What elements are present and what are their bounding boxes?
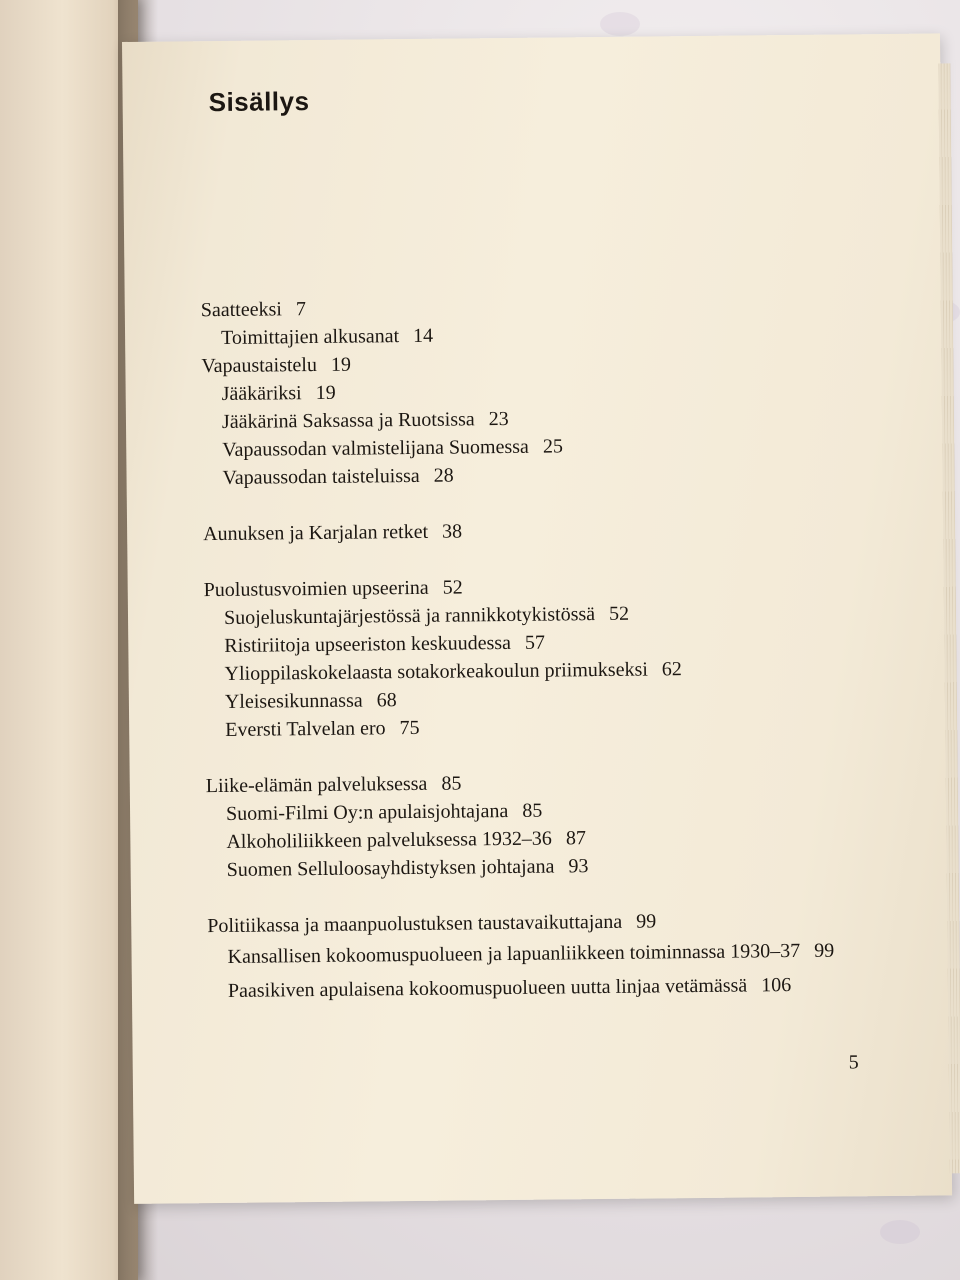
toc-entry: Suojeluskuntajärjestössä ja rannikkotykistössä 52 (223, 602, 630, 629)
toc-entry: Liike-elämän palveluksessa 85 (205, 772, 462, 798)
toc-entry: Paasikiven apulaisena kokoomuspuolueen uutta linjaa vetämässä 106 (227, 974, 792, 1002)
toc-entry: Vapaussodan taisteluissa 28 (222, 464, 454, 489)
toc-entry: Politiikassa ja maanpuolustuksen taustavaikuttajana 99 (207, 910, 657, 938)
toc-entry: Suomen Selluloosayhdistyksen johtajana 93 (226, 855, 589, 881)
toc-entry: Vapaussodan valmistelijana Suomessa 25 (222, 435, 563, 461)
page-number: 5 (848, 1051, 859, 1074)
fabric-pattern (600, 12, 640, 36)
toc-entry: Jääkäriksi 19 (221, 381, 336, 405)
toc-entry: Jääkärinä Saksassa ja Ruotsissa 23 (221, 407, 509, 433)
toc-entry: Suomi-Filmi Oy:n apulaisjohtajana 85 (225, 799, 543, 825)
toc-entry: Vapaustaistelu 19 (201, 353, 352, 378)
toc-content (198, 80, 888, 1008)
left-page-bleed-through (0, 180, 110, 580)
right-page (122, 33, 952, 1204)
toc-entry: Ristiriitoja upseeriston keskuudessa 57 (224, 631, 546, 657)
page-edges (938, 63, 960, 1173)
toc-entry: Alkoholiliikkeen palveluksessa 1932–36 87 (226, 827, 586, 853)
toc-entry: Eversti Talvelan ero 75 (225, 716, 420, 741)
toc-entry: Puolustusvoimien upseerina 52 (203, 576, 463, 602)
table-of-contents (201, 289, 888, 1008)
toc-entry: Aunuksen ja Karjalan retket 38 (203, 520, 463, 546)
fabric-pattern (880, 1220, 920, 1244)
page-title: Sisällys (208, 86, 310, 118)
toc-entry: Saatteeksi 7 (200, 298, 307, 322)
toc-entry: Toimittajien alkusanat 14 (220, 324, 434, 349)
toc-entry: Kansallisen kokoomuspuolueen ja lapuanliikkeen toiminnassa 1930–37 99 (227, 939, 835, 968)
toc-entry: Ylioppilaskokelaasta sotakorkeakoulun priimukseksi 62 (224, 658, 682, 685)
toc-entry: Yleisesikunnassa 68 (224, 689, 397, 713)
